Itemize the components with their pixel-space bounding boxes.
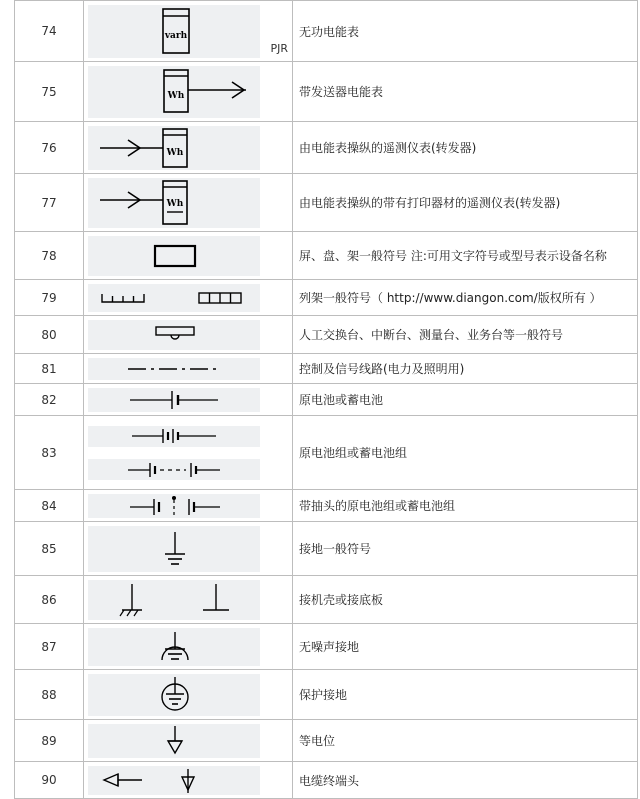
- row-number: 86: [15, 576, 84, 624]
- symbol-cell: [84, 174, 293, 232]
- symbol-cell: [84, 720, 293, 762]
- symbol-cell: [84, 316, 293, 354]
- row-number: 83: [15, 416, 84, 490]
- switchboard-symbol-icon: [88, 320, 260, 350]
- row-number: 88: [15, 670, 84, 720]
- row-number: 79: [15, 280, 84, 316]
- table-row: [15, 624, 638, 670]
- varh-meter-symbol-icon: [88, 5, 260, 58]
- row-number: 84: [15, 490, 84, 522]
- symbol-cell: [84, 490, 293, 522]
- symbol-cell: [84, 384, 293, 416]
- symbol-cell: [84, 280, 293, 316]
- row-number: 78: [15, 232, 84, 280]
- symbol-table: [14, 0, 638, 799]
- row-number: 76: [15, 122, 84, 174]
- row-number: 75: [15, 62, 84, 122]
- table-row: [15, 316, 638, 354]
- meter-label: Wh: [167, 90, 185, 101]
- symbol-description: 带抽头的原电池组或蓄电池组: [293, 490, 638, 522]
- symbol-cell: [84, 522, 293, 576]
- symbol-description: 原电池组或蓄电池组: [293, 416, 638, 490]
- row-number: 85: [15, 522, 84, 576]
- symbol-description: 列架一般符号（ http://www.diangon.com/版权所有 ）: [293, 280, 638, 316]
- watermark-text: PJR: [270, 42, 288, 55]
- table-row: [15, 232, 638, 280]
- table-row: [15, 1, 638, 62]
- symbol-cell: [84, 670, 293, 720]
- row-rack-symbol-icon: [88, 284, 260, 312]
- wh-meter-transmitter-symbol-icon: [88, 66, 260, 118]
- symbol-cell: [84, 762, 293, 799]
- equipotential-symbol-icon: [88, 724, 260, 758]
- symbol-description: 等电位: [293, 720, 638, 762]
- row-number: 80: [15, 316, 84, 354]
- table-row: [15, 416, 638, 490]
- symbol-description: 原电池或蓄电池: [293, 384, 638, 416]
- symbol-description: 由电能表操纵的带有打印器材的遥测仪表(转发器): [293, 174, 638, 232]
- row-number: 90: [15, 762, 84, 799]
- symbol-cell: [84, 624, 293, 670]
- table-row: [15, 720, 638, 762]
- row-number: 81: [15, 354, 84, 384]
- symbol-description: 接地一般符号: [293, 522, 638, 576]
- symbol-cell: [84, 232, 293, 280]
- tapped-battery-symbol-icon: [88, 494, 260, 518]
- cell-battery-symbol-icon: [88, 388, 260, 412]
- protective-earth-symbol-icon: [88, 674, 260, 716]
- table-row: [15, 280, 638, 316]
- symbol-description: 人工交换台、中断台、测量台、业务台等一般符号: [293, 316, 638, 354]
- symbol-description: 接机壳或接底板: [293, 576, 638, 624]
- symbol-description: 无噪声接地: [293, 624, 638, 670]
- symbol-description: 控制及信号线路(电力及照明用): [293, 354, 638, 384]
- meter-label: Wh: [166, 198, 184, 209]
- symbol-description: 屏、盘、架一般符号 注:可用文字符号或型号表示设备名称: [293, 232, 638, 280]
- battery-group-symbol-icon: [88, 426, 260, 480]
- chassis-frame-symbol-icon: [88, 580, 260, 620]
- symbol-description: 带发送器电能表: [293, 62, 638, 122]
- row-number: 82: [15, 384, 84, 416]
- wh-telemeter-repeater-symbol-icon: [88, 126, 260, 170]
- table-row: [15, 354, 638, 384]
- symbol-description: 无功电能表: [293, 1, 638, 62]
- symbol-description: 由电能表操纵的遥测仪表(转发器): [293, 122, 638, 174]
- table-row: [15, 384, 638, 416]
- earth-symbol-icon: [88, 526, 260, 572]
- symbol-cell: [84, 1, 293, 62]
- symbol-cell: [84, 122, 293, 174]
- table-row: [15, 576, 638, 624]
- meter-label: varh: [164, 30, 188, 41]
- symbol-description: 保护接地: [293, 670, 638, 720]
- table-row: [15, 62, 638, 122]
- table-row: [15, 174, 638, 232]
- panel-rack-symbol-icon: [88, 236, 260, 276]
- symbol-cell: [84, 416, 293, 490]
- symbol-description: 电缆终端头: [293, 762, 638, 799]
- row-number: 87: [15, 624, 84, 670]
- symbol-cell: [84, 354, 293, 384]
- table-row: [15, 490, 638, 522]
- table-row: [15, 670, 638, 720]
- meter-label: Wh: [166, 147, 184, 158]
- table-row: [15, 522, 638, 576]
- symbol-cell: [84, 576, 293, 624]
- symbol-cell: [84, 62, 293, 122]
- control-signal-line-symbol-icon: [88, 358, 260, 380]
- row-number: 89: [15, 720, 84, 762]
- noiseless-earth-symbol-icon: [88, 628, 260, 666]
- table-row: [15, 122, 638, 174]
- wh-telemeter-printer-symbol-icon: [88, 178, 260, 228]
- row-number: 74: [15, 1, 84, 62]
- table-row: [15, 762, 638, 799]
- cable-terminal-symbol-icon: [88, 766, 260, 795]
- row-number: 77: [15, 174, 84, 232]
